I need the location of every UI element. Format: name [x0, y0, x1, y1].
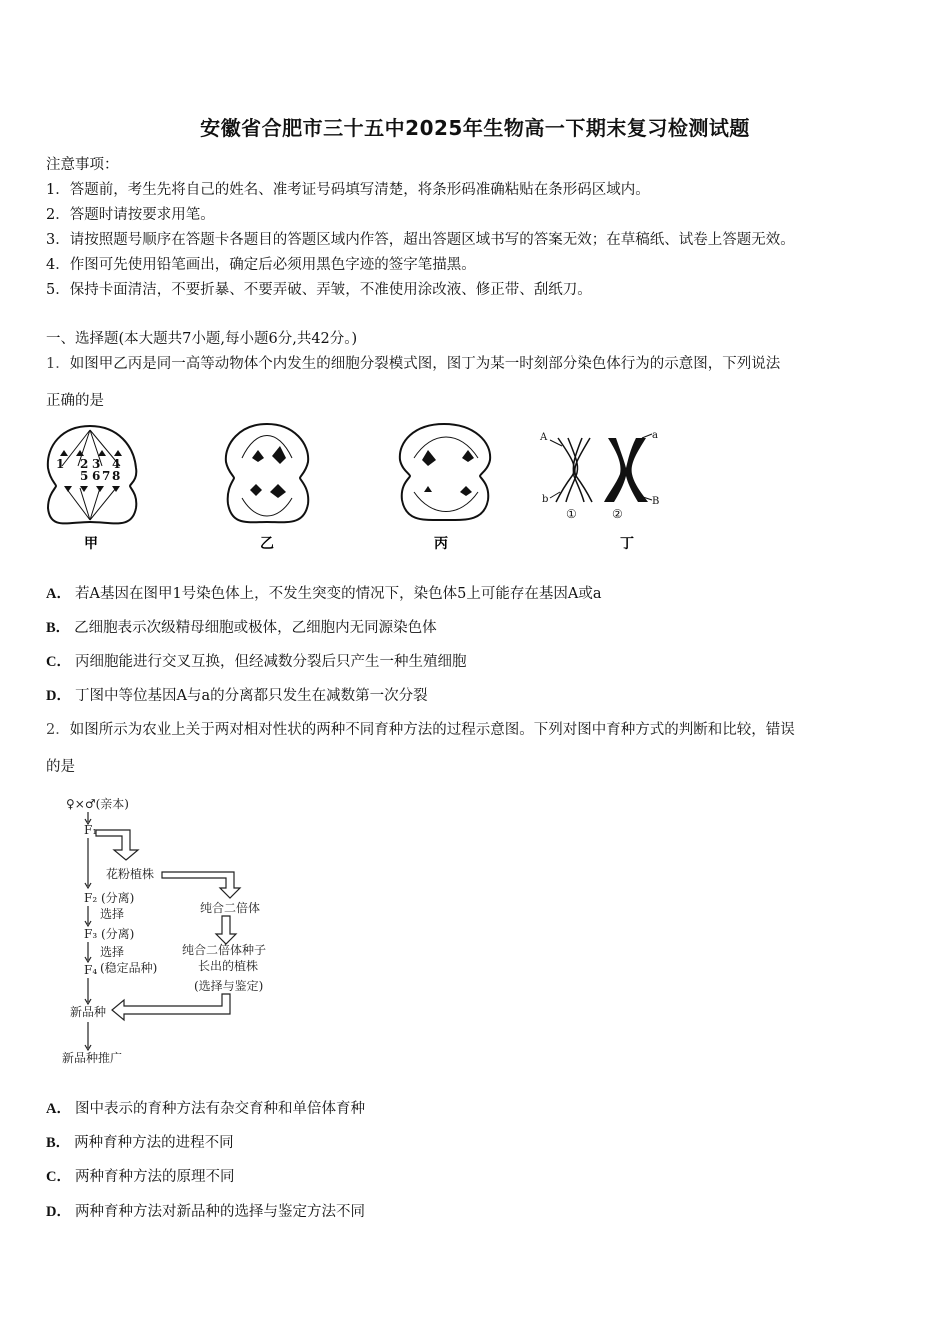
q1-option-b[interactable] [46, 616, 437, 637]
f2-label: F₂ (分离) [84, 891, 135, 905]
option-letter: B． [46, 1135, 71, 1151]
chromosome-label: 1 [56, 457, 65, 471]
question-text: 如图所示为农业上关于两对相对性状的两种不同育种方法的过程示意图。下列对图中育种方式的判断和比较，错误 [69, 722, 795, 738]
option-text: 两种育种方法对新品种的选择与鉴定方法不同 [74, 1204, 365, 1220]
q1-option-c[interactable] [46, 650, 466, 671]
q1-option-a[interactable] [46, 582, 602, 603]
chromosome-pair-1 [556, 438, 592, 502]
question-1-stem [46, 352, 780, 373]
select-label: 选择 [100, 945, 125, 959]
cell-yi [226, 424, 308, 522]
question-2-stem [46, 718, 795, 739]
notice-item: 4．作图可先使用铅笔画出，确定后必须用黑色字迹的签字笔描黑。 [46, 257, 476, 273]
figure-caption-yi: 乙 [260, 536, 274, 552]
notice-item: 2．答题时请按要求用笔。 [46, 207, 215, 223]
figure-caption-jia: 甲 [84, 536, 98, 552]
chromosome-label: 4 [112, 457, 121, 471]
parents-label: ♀×♂(亲本) [66, 797, 129, 811]
breeding-flow-diagram [50, 788, 310, 1078]
chromosome-label: 6 [92, 469, 101, 483]
option-text: 丁图中等位基因A与a的分离都只发生在减数第一次分裂 [74, 688, 428, 704]
notice-heading: 注意事项： [46, 157, 119, 173]
q2-option-b[interactable] [46, 1131, 234, 1152]
gene-label-B: B [652, 496, 660, 507]
option-letter: A． [46, 586, 71, 602]
page-title: 安徽省合肥市三十五中2025年生物高一下期末复习检测试题 [200, 116, 750, 140]
chromosome-label: 2 [80, 457, 89, 471]
question-number: 2． [46, 722, 70, 738]
cell-division-figure [42, 418, 682, 558]
q2-option-a[interactable] [46, 1097, 365, 1118]
gene-label-A: A [540, 432, 548, 443]
option-text: 乙细胞表示次级精母细胞或极体，乙细胞内无同源染色体 [74, 620, 437, 636]
notice-item: 5．保持卡面清洁，不要折暴、不要弄破、弄皱，不准使用涂改液、修正带、刮纸刀。 [46, 282, 592, 298]
question-1-stem-cont: 正确的是 [46, 393, 104, 409]
seed-plant-label: 纯合二倍体种子 [182, 943, 267, 957]
homozygous-diploid-label: 纯合二倍体 [200, 901, 261, 915]
chromosome-label: 5 [80, 469, 89, 483]
option-letter: D． [46, 688, 71, 704]
pollen-plant-label: 花粉植株 [106, 867, 155, 881]
chromosome-pair-2 [604, 438, 648, 502]
gene-label-a: a [652, 430, 658, 441]
chromosomes-bing [422, 450, 474, 496]
option-text: 若A基因在图甲1号染色体上，不发生突变的情况下，染色体5上可能存在基因A或a [74, 586, 602, 602]
q2-option-d[interactable] [46, 1200, 365, 1221]
question-number: 1． [46, 356, 70, 372]
q2-option-c[interactable] [46, 1165, 234, 1186]
option-text: 两种育种方法的原理不同 [74, 1169, 235, 1185]
figure-caption-ding: 丁 [620, 536, 634, 552]
option-letter: C． [46, 1169, 71, 1185]
notice-item: 3．请按照题号顺序在答题卡各题目的答题区域内作答，超出答题区域书写的答案无效；在草稿纸、试卷上答题无效。 [46, 232, 795, 248]
gene-label-b: b [542, 494, 549, 505]
f3-label: F₃ (分离) [84, 927, 135, 941]
chromosomes-yi [250, 446, 286, 498]
pair-label-1: ① [566, 507, 577, 521]
seed-plant-label-2: 长出的植株 [198, 959, 259, 973]
select-label: 选择 [100, 907, 125, 921]
cell-bing [400, 424, 490, 520]
figure-caption-bing: 丙 [434, 536, 448, 552]
promote-label: 新品种推广 [62, 1051, 123, 1065]
notice-item: 1．答题前，考生先将自己的姓名、准考证号码填写清楚，将条形码准确粘贴在条形码区域内。 [46, 182, 650, 198]
option-letter: A． [46, 1101, 71, 1117]
chromosome-label: 8 [112, 469, 121, 483]
section-heading: 一、选择题(本大题共7小题,每小题6分,共42分。) [46, 331, 358, 347]
f1-label: F₁ [84, 823, 98, 837]
chromosome-label: 3 [92, 457, 101, 471]
option-letter: B． [46, 620, 71, 636]
select-identify-label: (选择与鉴定) [194, 979, 264, 993]
f4-label: F₄ [84, 963, 98, 977]
option-letter: D． [46, 1204, 71, 1220]
option-text: 图中表示的育种方法有杂交育种和单倍体育种 [74, 1101, 365, 1117]
new-variety-label: 新品种 [70, 1005, 107, 1019]
stable-variety-label: (稳定品种) [100, 961, 158, 975]
option-text: 丙细胞能进行交叉互换，但经减数分裂后只产生一种生殖细胞 [74, 654, 467, 670]
chromosome-label: 7 [102, 469, 111, 483]
option-letter: C． [46, 654, 71, 670]
question-text: 如图甲乙丙是同一高等动物体个内发生的细胞分裂模式图，图丁为某一时刻部分染色体行为的示意图，下列说法 [69, 356, 781, 372]
option-text: 两种育种方法的进程不同 [74, 1135, 234, 1151]
q1-option-d[interactable] [46, 684, 428, 705]
pair-label-2: ② [612, 507, 623, 521]
question-2-stem-cont: 的是 [46, 759, 75, 775]
